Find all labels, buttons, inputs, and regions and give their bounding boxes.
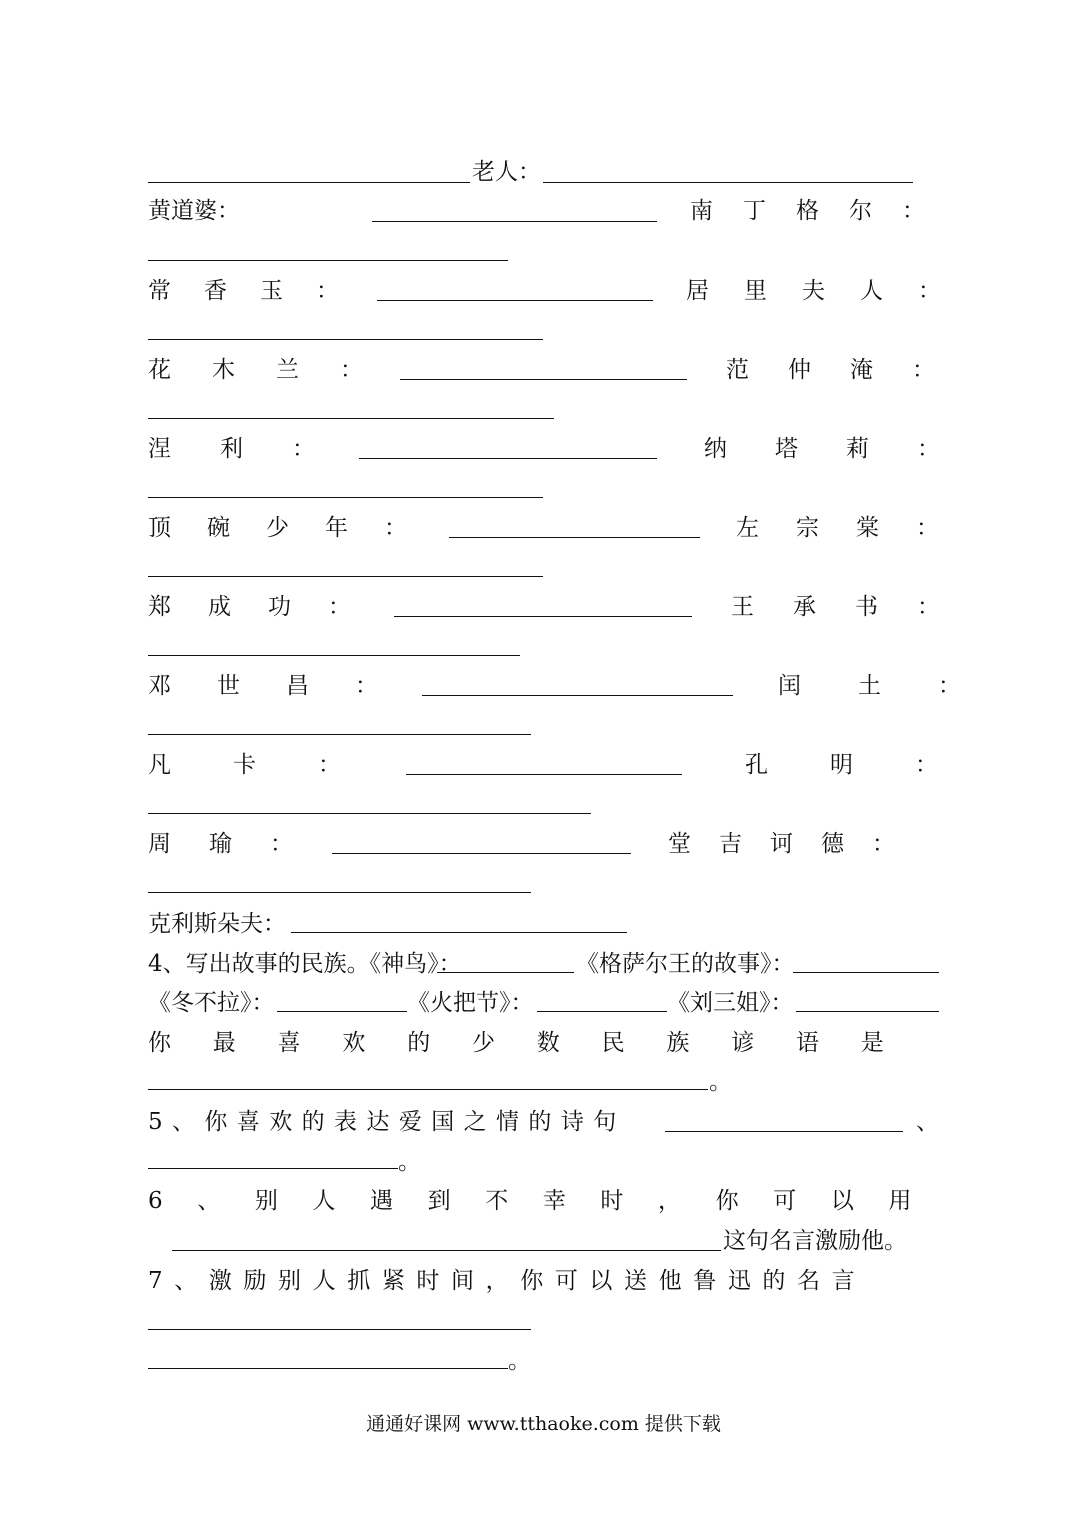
question-4-line-1	[148, 950, 462, 978]
question-6-tail: 这句名言激励他。	[723, 1228, 907, 1254]
answer-blank[interactable]	[148, 813, 591, 814]
answer-blank[interactable]	[537, 1011, 667, 1012]
answer-blank[interactable]	[543, 182, 913, 183]
answer-blank[interactable]	[148, 339, 543, 340]
character-label-right: 王承书：	[731, 594, 979, 620]
story-liusanjie: 《刘三姐》：	[667, 990, 794, 1016]
answer-blank[interactable]	[377, 300, 653, 301]
character-label-left: 涅利：	[148, 436, 364, 462]
character-label-right: 堂吉诃德：	[668, 831, 923, 857]
answer-blank[interactable]	[148, 1168, 398, 1169]
answer-blank[interactable]	[665, 1131, 903, 1132]
answer-blank[interactable]	[437, 972, 574, 973]
story-shenniao: 《神鸟》：	[369, 951, 462, 977]
question-4-prompt: 4、写出故事的民族。	[148, 951, 370, 977]
answer-blank[interactable]	[449, 537, 700, 538]
answer-blank[interactable]	[400, 379, 687, 380]
question-5-prompt: 5、你喜欢的表达爱国之情的诗句	[148, 1109, 626, 1135]
answer-blank[interactable]	[148, 892, 531, 893]
story-dongbula: 《冬不拉》：	[148, 990, 275, 1016]
character-label-right: 范仲淹：	[726, 357, 974, 383]
answer-blank[interactable]	[406, 774, 682, 775]
character-label-left: 黄道婆：	[148, 198, 240, 224]
answer-blank[interactable]	[359, 458, 657, 459]
answer-blank[interactable]	[148, 1089, 708, 1090]
answer-blank[interactable]	[332, 853, 631, 854]
character-label-left: 顶碗少年：	[148, 515, 443, 541]
character-label-left: 凡卡：	[148, 752, 403, 778]
answer-blank[interactable]	[372, 221, 657, 222]
answer-blank[interactable]	[148, 734, 531, 735]
character-label-left: 郑成功：	[148, 594, 388, 620]
answer-blank[interactable]	[148, 1329, 531, 1330]
period: 。	[398, 1149, 421, 1175]
answer-blank[interactable]	[148, 260, 508, 261]
character-label-right: 南丁格尔：	[690, 198, 955, 224]
character-label-right: 居里夫人：	[686, 278, 976, 304]
character-label-right: 纳塔莉：	[704, 436, 988, 462]
character-label-right: 闰土：	[778, 673, 1018, 699]
question-7-prompt: 7、激励别人抓紧时间，你可以送他鲁迅的名言	[148, 1268, 867, 1294]
answer-blank[interactable]	[148, 418, 554, 419]
answer-blank[interactable]	[148, 182, 470, 183]
character-label-left: 常香玉：	[148, 278, 372, 304]
answer-blank[interactable]	[796, 1011, 939, 1012]
comma-separator: 、	[916, 1109, 939, 1135]
answer-blank[interactable]	[148, 576, 543, 577]
answer-blank[interactable]	[422, 695, 733, 696]
character-label-left: 邓世昌：	[148, 673, 424, 699]
character-label-left: 周瑜：	[148, 831, 331, 857]
period: 。	[709, 1069, 732, 1095]
answer-blank[interactable]	[148, 497, 543, 498]
period: 。	[508, 1348, 531, 1374]
character-label-left: 花木兰：	[148, 357, 404, 383]
answer-blank[interactable]	[291, 932, 627, 933]
footer-credit: 通通好课网 www.tthaoke.com 提供下载	[366, 1413, 721, 1435]
answer-blank[interactable]	[148, 1368, 508, 1369]
answer-blank[interactable]	[148, 655, 520, 656]
proverb-prompt: 你最喜欢的少数民族谚语是	[148, 1030, 926, 1056]
character-label-laoren: 老人：	[472, 159, 541, 185]
story-huobajie: 《火把节》：	[407, 990, 534, 1016]
character-label-kelisiduofu: 克利斯朵夫：	[148, 911, 286, 937]
character-label-right: 左宗棠：	[736, 515, 976, 541]
answer-blank[interactable]	[172, 1250, 721, 1251]
answer-blank[interactable]	[394, 616, 692, 617]
answer-blank[interactable]	[277, 1011, 407, 1012]
question-6-prompt: 6、别人遇到不幸时，你可以用	[148, 1188, 947, 1214]
answer-blank[interactable]	[793, 972, 939, 973]
story-gesaer: 《格萨尔王的故事》：	[576, 951, 795, 977]
character-label-right: 孔明：	[745, 752, 1000, 778]
